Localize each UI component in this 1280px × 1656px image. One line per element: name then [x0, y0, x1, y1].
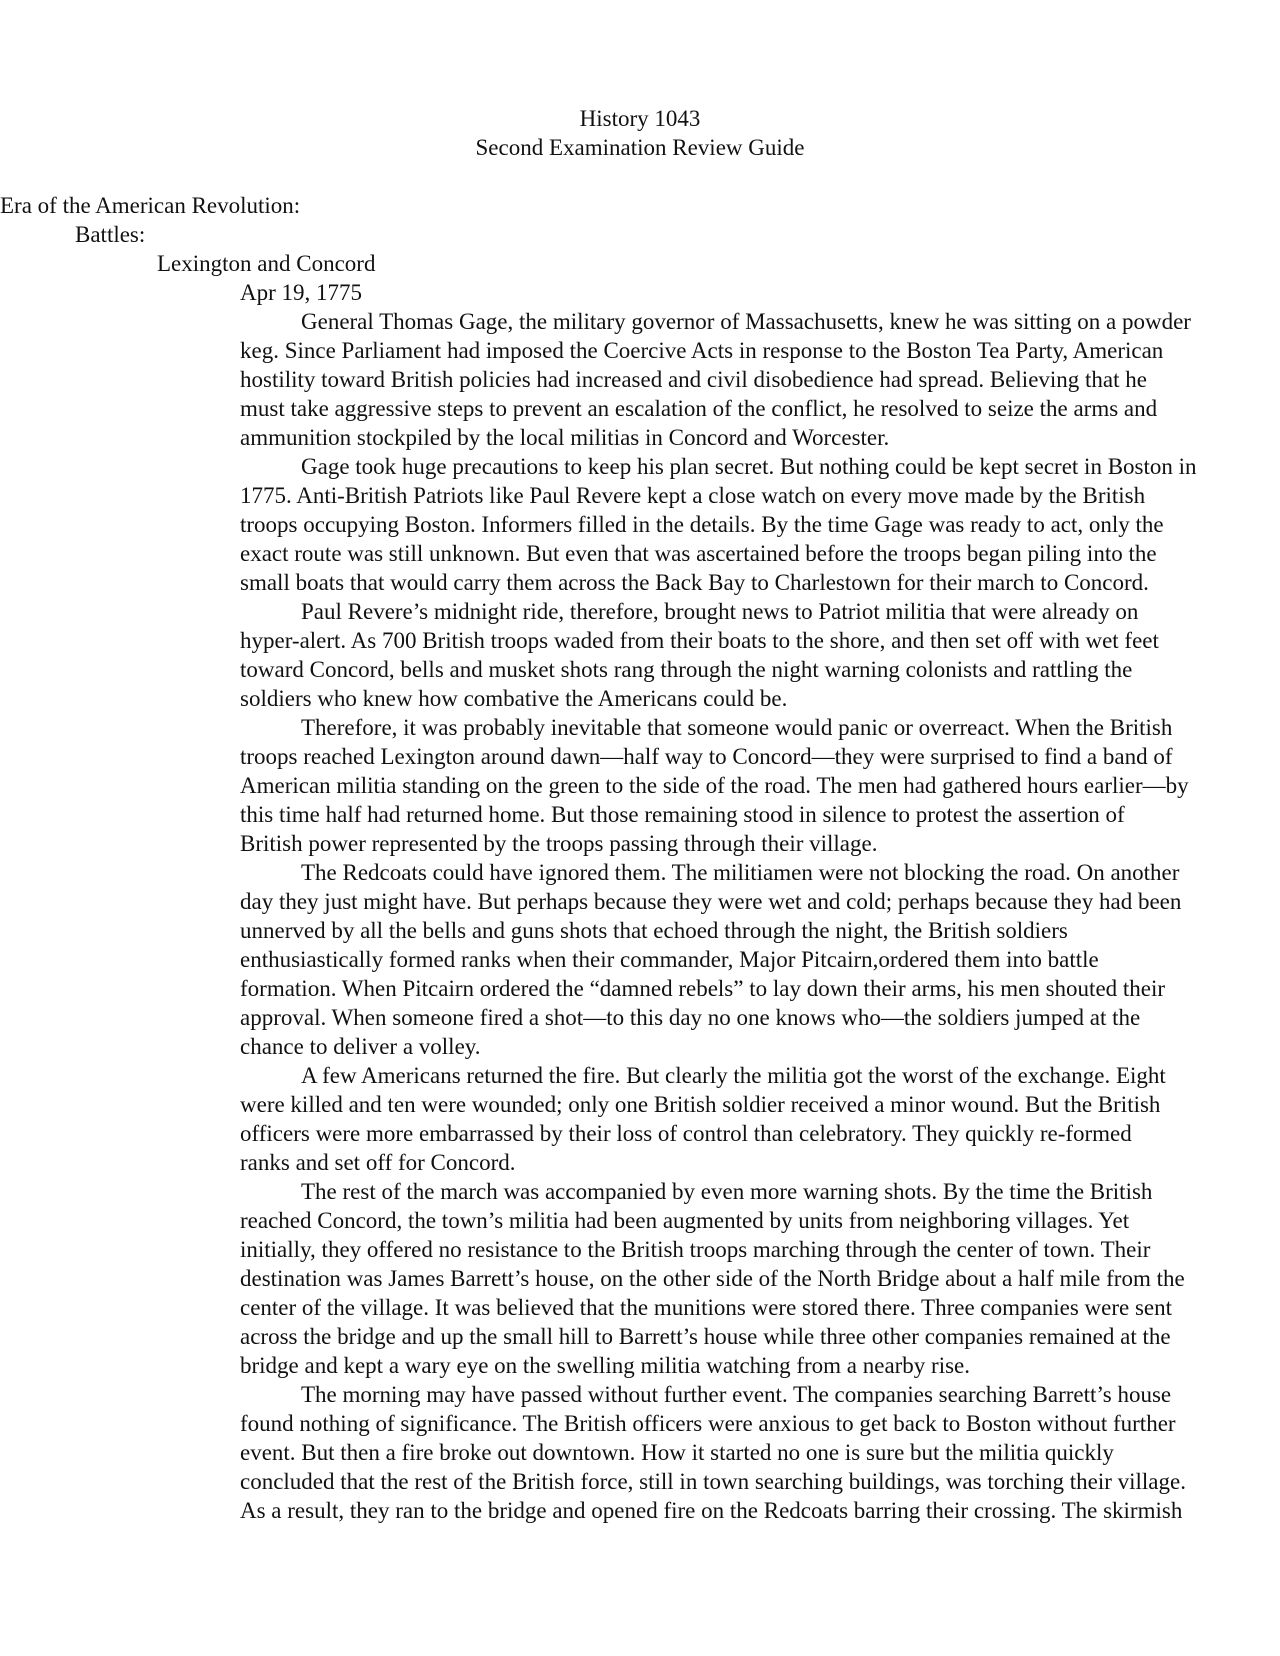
course-title: History 1043 — [579, 106, 701, 131]
paragraph — [240, 858, 1276, 1061]
paragraph-line: ammunition stockpiled by the local militias in Concord and Worcester. — [240, 425, 890, 450]
paragraph-line: 1775. Anti-British Patriots like Paul Revere kept a close watch on every move made by the British — [240, 483, 1146, 508]
paragraph-line: across the bridge and up the small hill to Barrett’s house while three other companies remained at the — [240, 1324, 1171, 1349]
paragraph-line: unnerved by all the bells and guns shots that echoed through the night, the British soldiers — [240, 918, 1068, 943]
paragraph-line: found nothing of significance. The British officers were anxious to get back to Boston without further — [240, 1411, 1176, 1436]
document-subtitle: Second Examination Review Guide — [475, 135, 805, 160]
paragraph-line: hostility toward British policies had increased and civil disobedience had spread. Believing that he — [240, 367, 1147, 392]
paragraph-line: British power represented by the troops passing through their village. — [240, 831, 878, 856]
paragraph — [240, 1061, 1276, 1177]
paragraph-line: approval. When someone fired a shot—to this day no one knows who—the soldiers jumped at the — [240, 1005, 1141, 1030]
body-text — [240, 307, 1276, 1525]
outline-era-heading: Era of the American Revolution: — [0, 193, 301, 218]
paragraph-line: were killed and ten were wounded; only one British soldier received a minor wound. But the British — [240, 1092, 1161, 1117]
outline-topic-heading: Lexington and Concord — [157, 251, 376, 276]
paragraph-line: officers were more embarrassed by their loss of control than celebratory. They quickly re-formed — [240, 1121, 1132, 1146]
paragraph-line: soldiers who knew how combative the Americans could be. — [240, 686, 788, 711]
paragraph-line: The rest of the march was accompanied by even more warning shots. By the time the British — [301, 1179, 1153, 1204]
paragraph-line: General Thomas Gage, the military governor of Massachusetts, knew he was sitting on a powder — [301, 309, 1191, 334]
paragraph-line: reached Concord, the town’s militia had been augmented by units from neighboring villages. Yet — [240, 1208, 1130, 1233]
paragraph-line: The morning may have passed without further event. The companies searching Barrett’s house — [301, 1382, 1172, 1407]
outline-date: Apr 19, 1775 — [240, 280, 363, 305]
paragraph — [240, 452, 1276, 597]
paragraph-line: enthusiastically formed ranks when their commander, Major Pitcairn,ordered them into battle — [240, 947, 1099, 972]
paragraph-line: day they just might have. But perhaps because they were wet and cold; perhaps because they had been — [240, 889, 1182, 914]
paragraph — [240, 1380, 1276, 1525]
paragraph-line: formation. When Pitcairn ordered the “damned rebels” to lay down their arms, his men shouted their — [240, 976, 1166, 1001]
paragraph-line: exact route was still unknown. But even that was ascertained before the troops began piling into the — [240, 541, 1157, 566]
paragraph — [240, 597, 1276, 713]
paragraph-line: must take aggressive steps to prevent an escalation of the conflict, he resolved to seize the arms and — [240, 396, 1158, 421]
paragraph — [240, 1177, 1276, 1380]
paragraph-line: toward Concord, bells and musket shots rang through the night warning colonists and rattling the — [240, 657, 1133, 682]
outline-section-heading: Battles: — [75, 222, 146, 247]
paragraph-line: ranks and set off for Concord. — [240, 1150, 516, 1175]
paragraph-line: bridge and kept a wary eye on the swelling militia watching from a nearby rise. — [240, 1353, 971, 1378]
paragraph-line: Paul Revere’s midnight ride, therefore, brought news to Patriot militia that were already on — [301, 599, 1139, 624]
paragraph — [240, 713, 1276, 858]
paragraph-line: troops occupying Boston. Informers filled in the details. By the time Gage was ready to act, only the — [240, 512, 1164, 537]
paragraph-line: Gage took huge precautions to keep his plan secret. But nothing could be kept secret in Boston in — [301, 454, 1197, 479]
paragraph — [240, 307, 1276, 452]
paragraph-line: this time half had returned home. But those remaining stood in silence to protest the assertion of — [240, 802, 1125, 827]
paragraph-line: concluded that the rest of the British force, still in town searching buildings, was torching their village. — [240, 1469, 1186, 1494]
paragraph-line: As a result, they ran to the bridge and opened fire on the Redcoats barring their crossing. The skirmish — [240, 1498, 1183, 1523]
paragraph-line: event. But then a fire broke out downtown. How it started no one is sure but the militia quickly — [240, 1440, 1114, 1465]
paragraph-line: Therefore, it was probably inevitable that someone would panic or overreact. When the British — [301, 715, 1173, 740]
paragraph-line: center of the village. It was believed that the munitions were stored there. Three companies were sent — [240, 1295, 1173, 1320]
paragraph-line: A few Americans returned the fire. But clearly the militia got the worst of the exchange. Eight — [301, 1063, 1166, 1088]
paragraph-line: initially, they offered no resistance to the British troops marching through the center of town. Their — [240, 1237, 1151, 1262]
paragraph-line: hyper-alert. As 700 British troops waded from their boats to the shore, and then set off with wet feet — [240, 628, 1159, 653]
paragraph-line: chance to deliver a volley. — [240, 1034, 481, 1059]
paragraph-line: destination was James Barrett’s house, on the other side of the North Bridge about a half mile from the — [240, 1266, 1185, 1291]
paragraph-line: small boats that would carry them across the Back Bay to Charlestown for their march to Concord. — [240, 570, 1149, 595]
paragraph-line: keg. Since Parliament had imposed the Coercive Acts in response to the Boston Tea Party, American — [240, 338, 1164, 363]
paragraph-line: The Redcoats could have ignored them. The militiamen were not blocking the road. On another — [301, 860, 1180, 885]
paragraph-line: troops reached Lexington around dawn—half way to Concord—they were surprised to find a band of — [240, 744, 1173, 769]
paragraph-line: American militia standing on the green to the side of the road. The men had gathered hours earlier—by — [240, 773, 1189, 798]
